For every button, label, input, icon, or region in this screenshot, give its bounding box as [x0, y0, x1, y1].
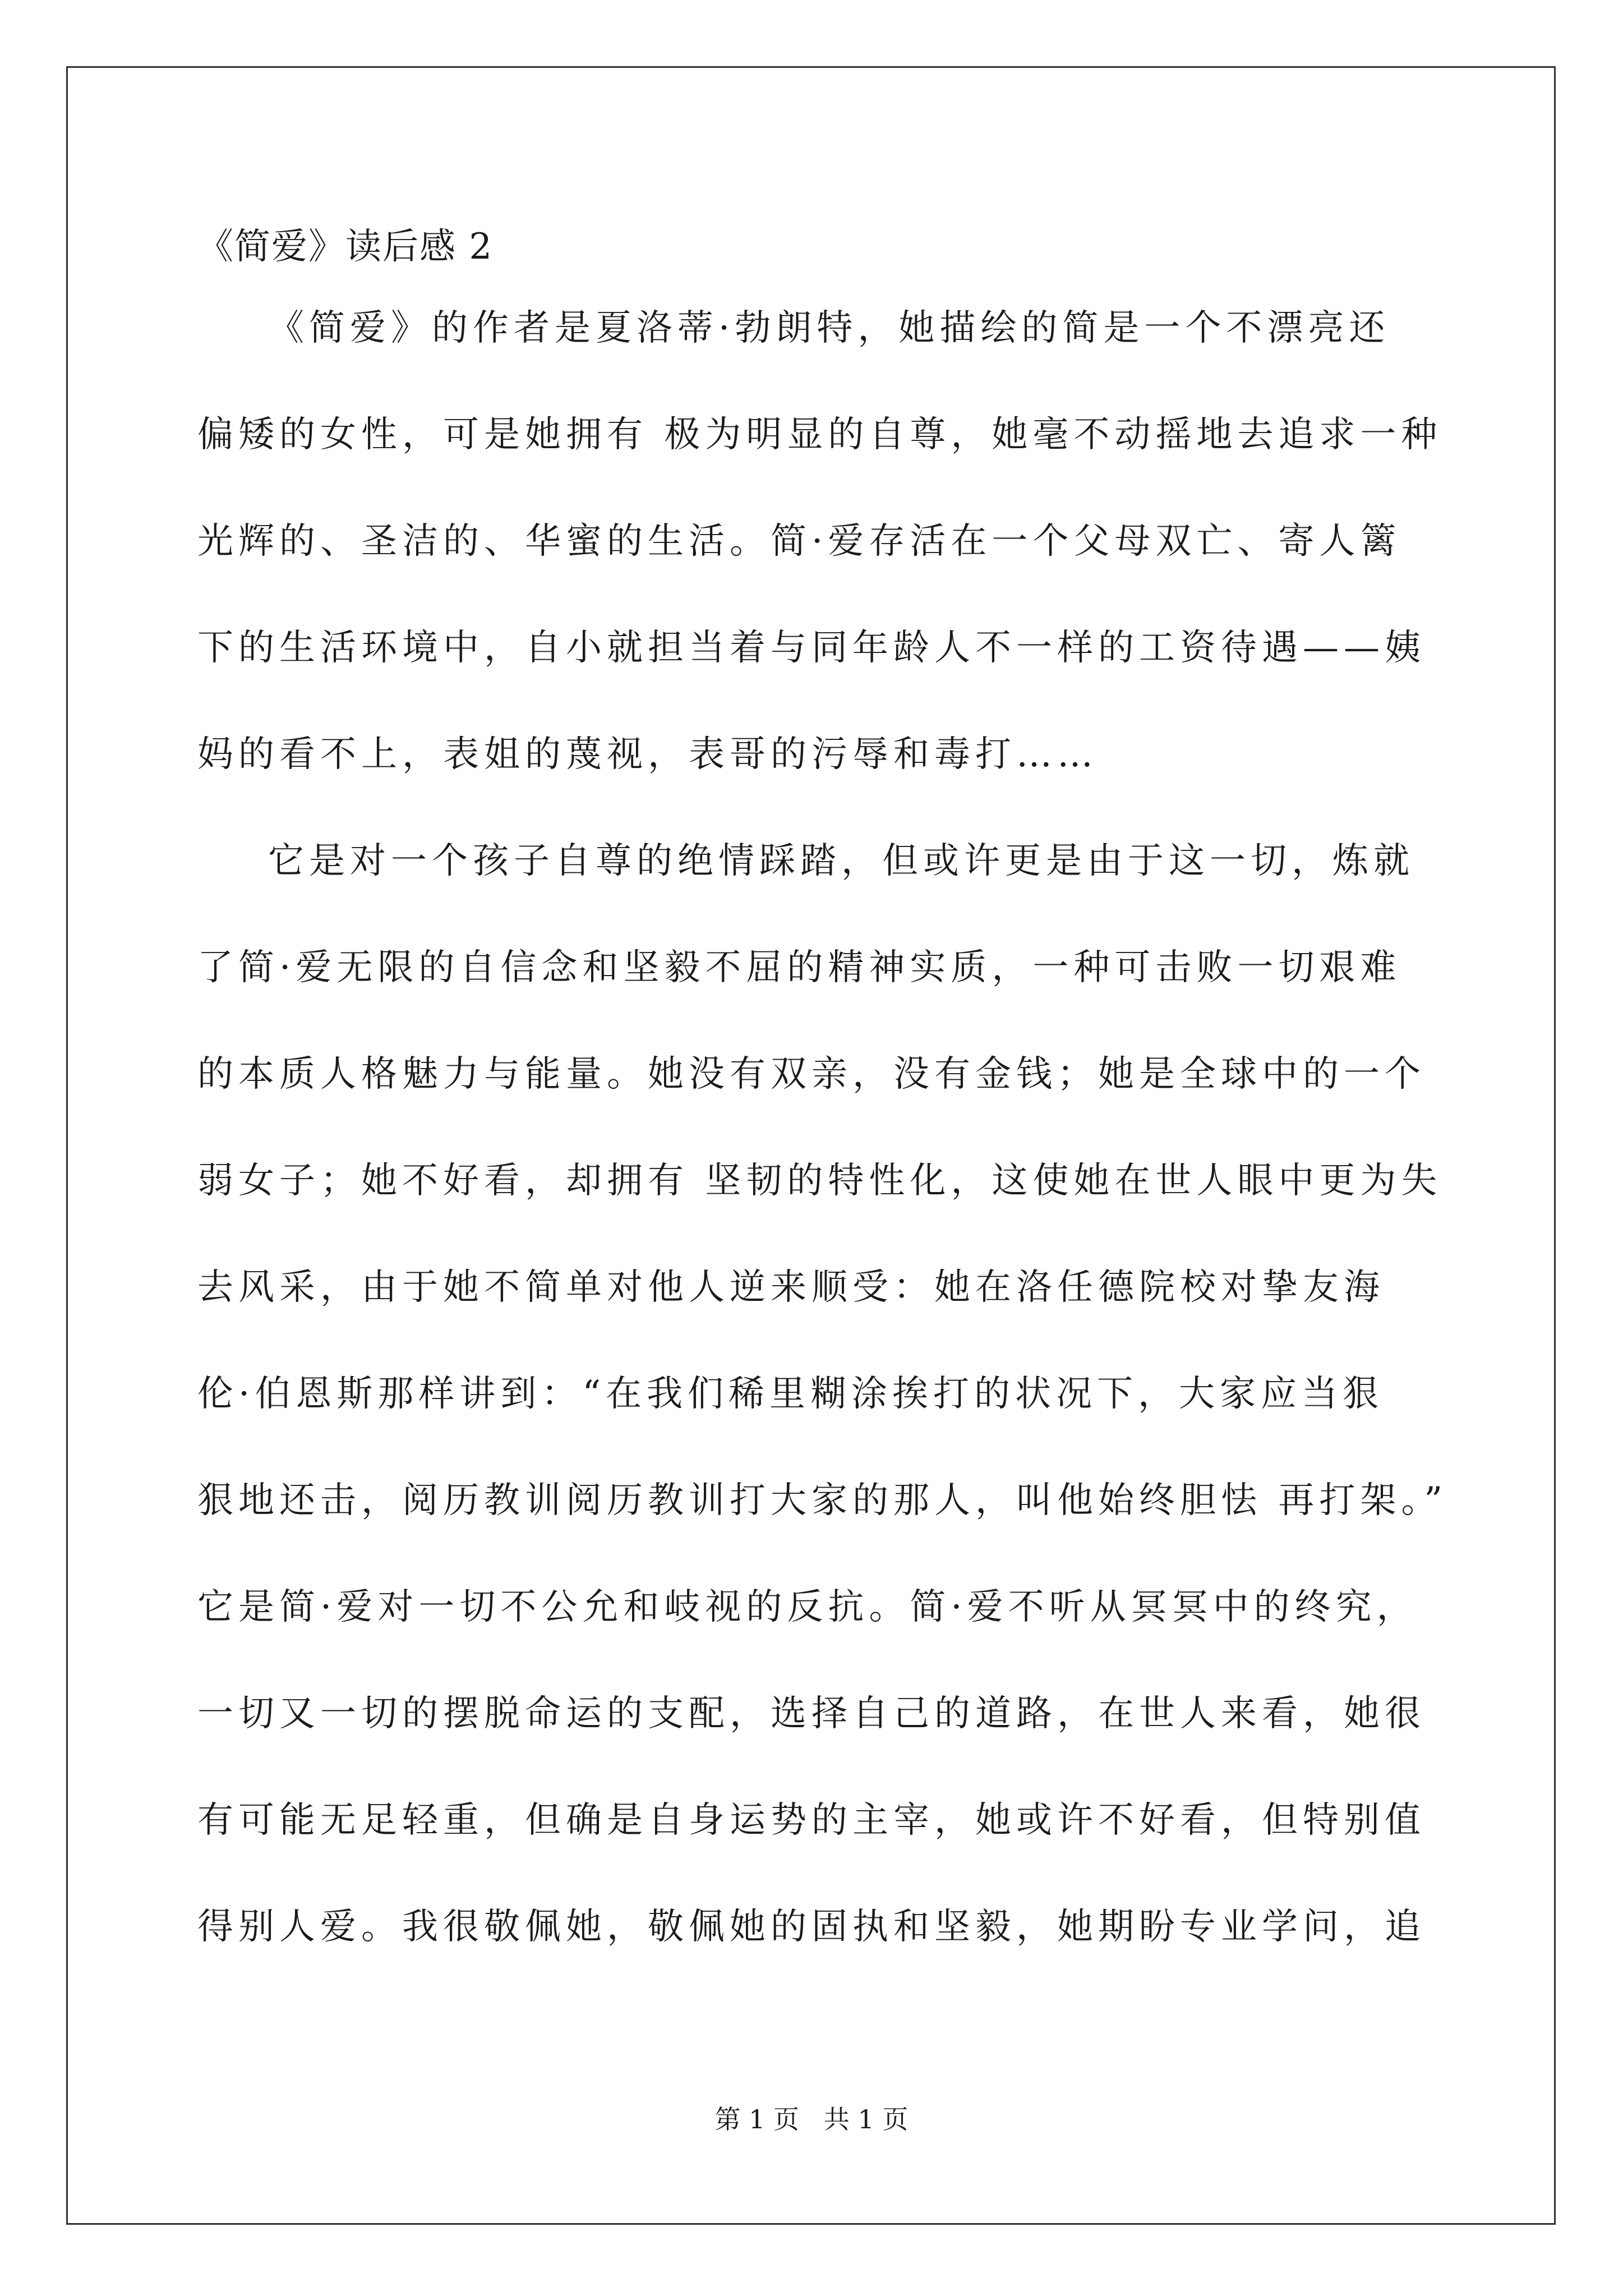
page-number-footer: 第 1 页 共 1 页 — [714, 2104, 909, 2134]
paragraph-2-line-9: 一切又一切的摆脱命运的支配，选择自己的道路，在世人来看，她很 — [197, 1693, 1426, 1734]
document-title: 《简爱》读后感 2 — [197, 226, 494, 268]
paragraph-1-line-1: 《简爱》的作者是夏洛蒂·勃朗特，她描绘的简是一个不漂亮还 — [268, 307, 1390, 349]
paragraph-2-line-2: 了简·爱无限的自信念和坚毅不屈的精神实质，一种可击败一切艰难 — [197, 947, 1401, 988]
paragraph-2-line-10: 有可能无足轻重，但确是自身运势的主宰，她或许不好看，但特别值 — [197, 1800, 1426, 1841]
paragraph-2-line-1: 它是对一个孩子自尊的绝情踩踏，但或许更是由于这一切，炼就 — [268, 840, 1414, 882]
paragraph-1-line-3: 光辉的、圣洁的、华蜜的生活。简·爱存活在一个父母双亡、寄人篱 — [197, 521, 1401, 562]
paragraph-2-line-5: 去风采，由于她不简单对他人逆来顺受：她在洛任德院校对挚友海 — [197, 1267, 1385, 1308]
paragraph-2-line-8: 它是简·爱对一切不公允和岐视的反抗。简·爱不听从冥冥中的终究， — [197, 1586, 1418, 1628]
paragraph-2-line-6: 伦·伯恩斯那样讲到：“在我们稀里糊涂挨打的状况下，大家应当狠 — [197, 1373, 1384, 1415]
paragraph-2-line-4: 弱女子；她不好看，却拥有 坚韧的特性化，这使她在世人眼中更为失 — [197, 1160, 1442, 1202]
paragraph-2-line-7: 狠地还击，阅历教训阅历教训打大家的那人，叫他始终胆怯 再打架。” — [197, 1480, 1448, 1521]
paragraph-1-line-4: 下的生活环境中，自小就担当着与同年龄人不一样的工资待遇——姨 — [197, 627, 1426, 669]
paragraph-2-line-11: 得别人爱。我很敬佩她，敬佩她的固执和坚毅，她期盼专业学问，追 — [197, 1906, 1426, 1948]
paragraph-2-line-3: 的本质人格魅力与能量。她没有双亲，没有金钱；她是全球中的一个 — [197, 1053, 1426, 1095]
paragraph-1-line-2: 偏矮的女性，可是她拥有 极为明显的自尊，她毫不动摇地去追求一种 — [197, 414, 1442, 455]
paragraph-1-line-5: 妈的看不上，表姐的蔑视，表哥的污辱和毒打…… — [197, 734, 1098, 775]
